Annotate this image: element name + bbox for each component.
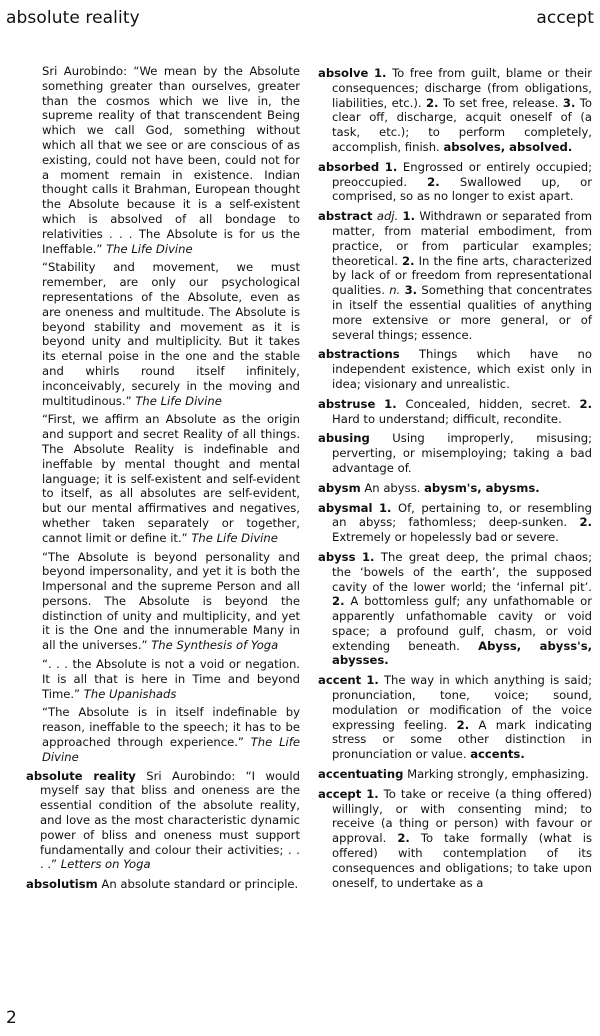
headword: abusing [318, 431, 370, 446]
quote-paragraph [26, 64, 300, 256]
headword: absorbed [318, 159, 380, 174]
page-number: 2 [6, 1008, 17, 1028]
definition-text: Concealed, hidden, secret. [405, 396, 571, 411]
definition-text: Extremely or hopelessly bad or severe. [332, 530, 559, 545]
sense-number: 2. [579, 396, 592, 411]
definition-text: To take formally (what is offered) with contemplation of its consequences and obligations; to take upon oneself, to undertake as a [332, 831, 593, 890]
headword: abysm [318, 480, 361, 495]
quote-text: “The Absolute is beyond personality and beyond impersonality, and yet it is both the Impersonal and the supreme Person and all persons. The Absolute is beyond the distinction of unity and multiplicity, and yet it is the One and the innumerable Many in all the universes.” [42, 549, 300, 653]
inflected-forms: Abyss, abyss's, abysses. [332, 638, 592, 668]
quote-source: The Life Divine [135, 393, 222, 408]
definition-text: Marking strongly, emphasizing. [407, 767, 589, 782]
sense-number: 2. [332, 594, 345, 609]
entry-list [318, 66, 592, 890]
dictionary-entry [26, 769, 300, 873]
definition-text: Things which have no independent existence, which exist only in idea; visionary and unrealistic. [332, 347, 592, 391]
right-column [318, 66, 592, 895]
definition-text: Swallowed up, or comprised, so as no longer to exist apart. [332, 174, 593, 204]
quote-text: “. . . the Absolute is not a void or negation. It is all that is here in Time and beyond Time.” [42, 657, 300, 701]
headword: abysmal [318, 500, 373, 515]
sense-number: 1. [366, 673, 379, 688]
quote-paragraph [26, 260, 300, 408]
dictionary-entry [318, 209, 592, 342]
sense-number: 2. [427, 174, 440, 189]
headword: abstractions [318, 347, 400, 362]
quote-text: “Stability and movement, we must remember, are only our psychological representations of the Absolute, even as are oneness and multitude. The Absolute is beyond stability and movement as it is beyond unity and multiplicity. But it takes its eternal poise in the one and the stable and whirls round itself infinitely, inconceivably, securely in the moving and multitudinous.” [42, 260, 300, 408]
quote-source: The Life Divine [42, 735, 300, 764]
dictionary-entry [318, 767, 592, 782]
definition-text: An abyss. [364, 480, 421, 495]
definition-text: A bottomless gulf; any unfathomable or apparently unfathomable cavity or void space; a profound gulf, chasm, or void extending beneath. [332, 594, 592, 653]
headword: absolve [318, 66, 369, 80]
sense-number: 1. [402, 209, 416, 224]
sense-number: 2. [425, 95, 439, 110]
dictionary-entry [318, 787, 592, 891]
dictionary-entry [318, 673, 592, 762]
headword: abstract [318, 209, 373, 224]
dictionary-entry [318, 501, 592, 545]
quote-text: Sri Aurobindo: “We mean by the Absolute something greater than ourselves, greater than the cosmos which we live in, the supreme reality of that transcendent Being which we call God, something without which all that we see or are conscious of as existing, could not have been, could not for a moment remain in existence. Indian thought calls it Brahman, European thought the Absolute because it is a self-existent which is absolved of all bondage to relativities . . . The Absolute is for us the Ineffable.” [42, 64, 300, 256]
dictionary-entry [318, 431, 592, 475]
sense-number: 3. [404, 283, 418, 298]
inflected-forms: accents. [470, 747, 525, 762]
headword: accentuating [318, 767, 404, 782]
dictionary-entry [318, 347, 592, 391]
definition-text: Hard to understand; difficult, recondite. [332, 411, 562, 426]
quote-paragraph [26, 657, 300, 701]
definition-text: To clear off, discharge, acquit oneself of (a task, etc.); to perform completely, accomplish, finish. [332, 95, 592, 154]
entry-list [26, 769, 300, 892]
quote-text: “First, we affirm an Absolute as the origin and support and secret Reality of all things. The Absolute Reality is indefinable and ineffable by mental thought and mental language; it is self-existent and self-evident to itself, as all absolutes are self-evident, but our mental affirmatives and negatives, whether taken separately or together, cannot limit or define it.” [42, 412, 300, 545]
inflected-forms: abysm's, abysms. [424, 480, 540, 495]
definition-text: In the fine arts, characterized by lack of or freedom from representational qualities. [332, 253, 592, 298]
sense-number: 2. [397, 831, 410, 846]
definition-text: The way in which anything is said; pronunciation, tone, voice; sound, modulation or modification of the voice expressing feeling. [332, 673, 593, 732]
sense-number: 2. [456, 717, 470, 732]
dictionary-entry [318, 160, 592, 204]
headword: absolutism [26, 877, 98, 892]
sense-number: 1. [378, 500, 392, 515]
quote-paragraph [26, 550, 300, 654]
running-header-right: accept [536, 8, 594, 28]
definition-text: Something that concentrates in itself the essential qualities of anything more extensive or more general, or of several things; essence. [332, 283, 593, 342]
quote-text: “The Absolute is in itself indefinable by reason, ineffable to the speech; it has to be approached through experience.” [42, 705, 300, 750]
running-header-left: absolute reality [6, 8, 140, 28]
headword: abyss [318, 549, 356, 564]
definition-text: Using improperly, misusing; perverting, or misemploying; taking a bad advantage of. [332, 431, 592, 475]
quote-paragraph [26, 412, 300, 545]
dictionary-entry [318, 397, 592, 427]
definition-text: A mark indicating stress or some other distinction in pronunciation or value. [332, 717, 593, 762]
definition-text: The great deep, the primal chaos; the ‘bowels of the earth’, the supposed cavity of the lower world; the ‘infernal pit’. [332, 549, 592, 594]
quote-source: The Life Divine [106, 241, 193, 256]
part-of-speech: n. [389, 283, 401, 298]
sense-number: 1. [384, 159, 398, 174]
quote-source: Letters on Yoga [60, 857, 151, 872]
headword: accent [318, 673, 362, 688]
definition-text: Engrossed or entirely occupied; preoccupied. [332, 159, 592, 189]
definition-text: To set free, release. [442, 95, 559, 110]
dictionary-entry [318, 481, 592, 496]
dictionary-entry [318, 550, 592, 668]
headword: accept [318, 786, 362, 801]
part-of-speech: adj. [376, 209, 399, 224]
left-column [26, 64, 300, 897]
sense-number: 2. [402, 253, 415, 268]
headword: absolute reality [26, 768, 136, 783]
dictionary-entry [26, 877, 300, 892]
inflected-forms: absolves, absolved. [443, 139, 573, 154]
quote-paragraph [26, 705, 300, 764]
sense-number: 1. [373, 66, 387, 80]
quote-source: The Synthesis of Yoga [151, 638, 279, 653]
definition-text: An absolute standard or principle. [101, 877, 299, 892]
definition-text: Sri Aurobindo: “I would myself say that bliss and oneness are the essential condition of the absolute reality, and love as the most characteristic dynamic power of bliss and oneness must support fundamentally and colour their activities; . . . .” [40, 768, 300, 872]
sense-number: 1. [384, 396, 397, 411]
sense-number: 2. [579, 515, 593, 530]
sense-number: 1. [366, 786, 379, 801]
definition-text: Withdrawn or separated from matter, from material embodiment, from practice, or from particular examples; theoretical. [332, 209, 593, 268]
definition-text: Of, pertaining to, or resembling an abyss; fathomless; deep-sunken. [332, 500, 593, 530]
dictionary-entry [318, 66, 592, 155]
definition-text: To take or receive (a thing offered) willingly, or with consenting mind; to receive (a thing or person) with favour or approval. [332, 786, 593, 846]
definition-text: To free from guilt, blame or their consequences; discharge (from obligations, liabilities, etc.). [332, 66, 592, 110]
quote-list [26, 64, 300, 765]
sense-number: 1. [361, 549, 375, 564]
headword: abstruse [318, 396, 376, 411]
quote-source: The Upanishads [83, 686, 177, 701]
quote-source: The Life Divine [191, 530, 278, 545]
sense-number: 3. [562, 95, 576, 110]
